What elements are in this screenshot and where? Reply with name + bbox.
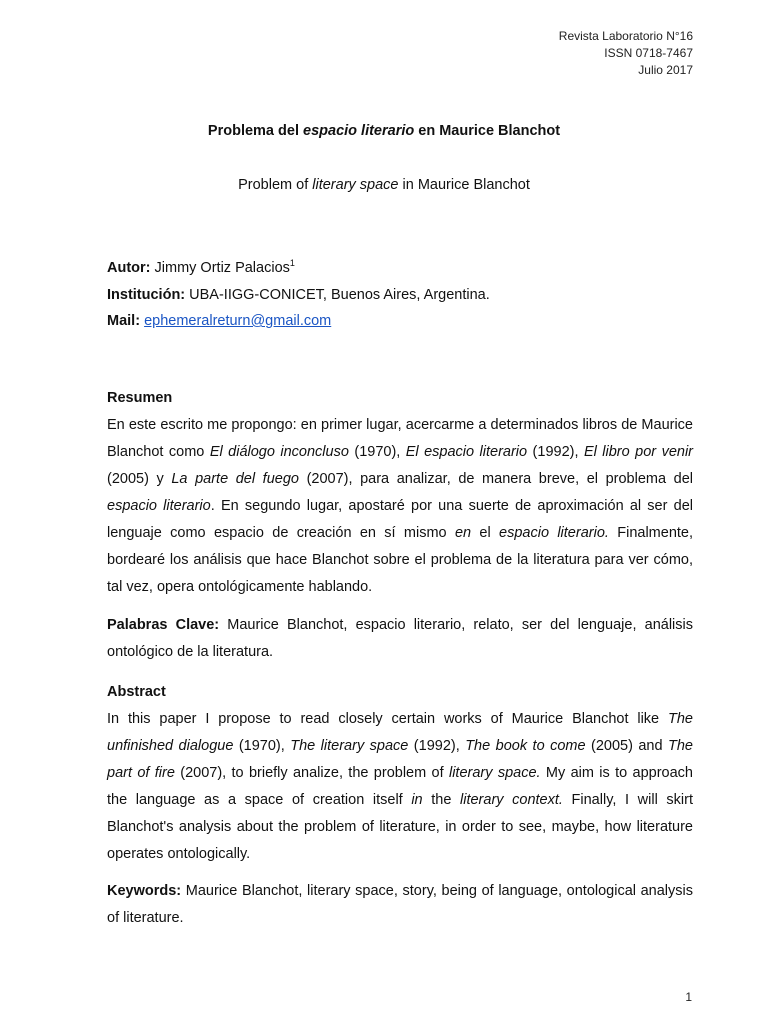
page-number: 1 [685, 990, 692, 1004]
institution-label: Institución: [107, 287, 186, 303]
abstract-heading: Abstract [107, 684, 166, 700]
resumen-italic: La parte del fuego [171, 471, 299, 487]
abstract-text: the [422, 792, 461, 808]
resumen-text: (1970), [348, 444, 406, 460]
resumen-text: (1992), [527, 444, 584, 460]
keywords-value: Maurice Blanchot, literary space, story, being of language, ontological analysis of literature. [107, 883, 693, 926]
author-line [107, 255, 697, 282]
journal-name: Revista Laboratorio N°16 [558, 29, 693, 43]
resumen-text: (2007), para analizar, de manera breve, el problema del [298, 471, 693, 487]
subtitle-part2: in Maurice Blanchot [398, 177, 530, 193]
institution-value: UBA-IIGG-CONICET, Buenos Aires, Argentina. [185, 287, 490, 303]
abstract-italic: The unfinished dialogue [107, 711, 693, 754]
resumen-italic: espacio literario. [499, 525, 609, 541]
paper-subtitle [0, 177, 768, 193]
resumen-text: . En segundo lugar, apostaré por una suerte de aproximación al ser del lenguaje como espacio de creación en sí mismo [107, 498, 694, 541]
journal-header [559, 28, 693, 79]
resumen-italic: El libro por venir [583, 444, 694, 460]
abstract-italic: The literary space [290, 738, 409, 754]
author-value: Jimmy Ortiz Palacios [150, 260, 290, 276]
resumen-italic: en [454, 525, 472, 541]
title-part2: en Maurice Blanchot [414, 123, 561, 139]
keywords-paragraph [107, 878, 693, 932]
mail-label: Mail: [107, 313, 141, 329]
subtitle-italic: literary space [312, 177, 399, 193]
title-italic: espacio literario [303, 123, 415, 139]
palabras-clave-label: Palabras Clave: [107, 617, 220, 633]
subtitle-part1: Problem of [238, 177, 313, 193]
keywords-label: Keywords: [107, 883, 182, 899]
author-footnote-marker[interactable]: 1 [289, 258, 295, 269]
abstract-text: (2007), to briefly analize, the problem of [174, 765, 449, 781]
abstract-italic: in [411, 792, 423, 808]
abstract-text: (1970), [233, 738, 291, 754]
palabras-clave-value: Maurice Blanchot, espacio literario, relato, ser del lenguaje, análisis ontológico de la literatura. [107, 617, 693, 660]
mail-line [107, 308, 697, 335]
abstract-text: Finally, I will skirt Blanchot's analysis about the problem of literature, in order to see, maybe, how literature operates ontologically. [107, 792, 693, 862]
resumen-italic: El espacio literario [405, 444, 528, 460]
abstract-italic: The part of fire [107, 738, 694, 781]
author-label: Autor: [107, 260, 151, 276]
abstract-text: In this paper I propose to read closely certain works of Maurice Blanchot like [107, 711, 668, 727]
resumen-text: el [471, 525, 500, 541]
palabras-clave-paragraph [107, 612, 693, 666]
abstract-text: (2005) and [585, 738, 669, 754]
journal-issn: ISSN 0718-7467 [604, 46, 693, 60]
resumen-text: En este escrito me propongo: en primer lugar, acercarme a determinados libros de Maurice Blanchot como [107, 417, 693, 460]
institution-line [107, 282, 697, 309]
abstract-paragraph [107, 706, 693, 868]
journal-date: Julio 2017 [638, 63, 693, 77]
abstract-italic: literary context. [460, 792, 563, 808]
resumen-paragraph [107, 412, 693, 601]
paper-title [0, 123, 768, 139]
resumen-text: (2005) y [107, 471, 172, 487]
title-part1: Problema del [207, 123, 304, 139]
email-link[interactable]: ephemeralreturn@gmail.com [144, 313, 332, 329]
resumen-italic: espacio literario [107, 498, 211, 514]
abstract-italic: literary space. [448, 765, 541, 781]
abstract-italic: The book to come [465, 738, 586, 754]
abstract-text: (1992), [408, 738, 466, 754]
resumen-heading: Resumen [107, 390, 173, 406]
abstract-text: My aim is to approach the language as a space of creation itself [107, 765, 693, 808]
resumen-italic: El diálogo inconcluso [209, 444, 349, 460]
resumen-text: Finalmente, bordearé los análisis que hace Blanchot sobre el problema de la literatura para ver cómo, tal vez, opera ontológicamente hablando. [107, 525, 694, 595]
